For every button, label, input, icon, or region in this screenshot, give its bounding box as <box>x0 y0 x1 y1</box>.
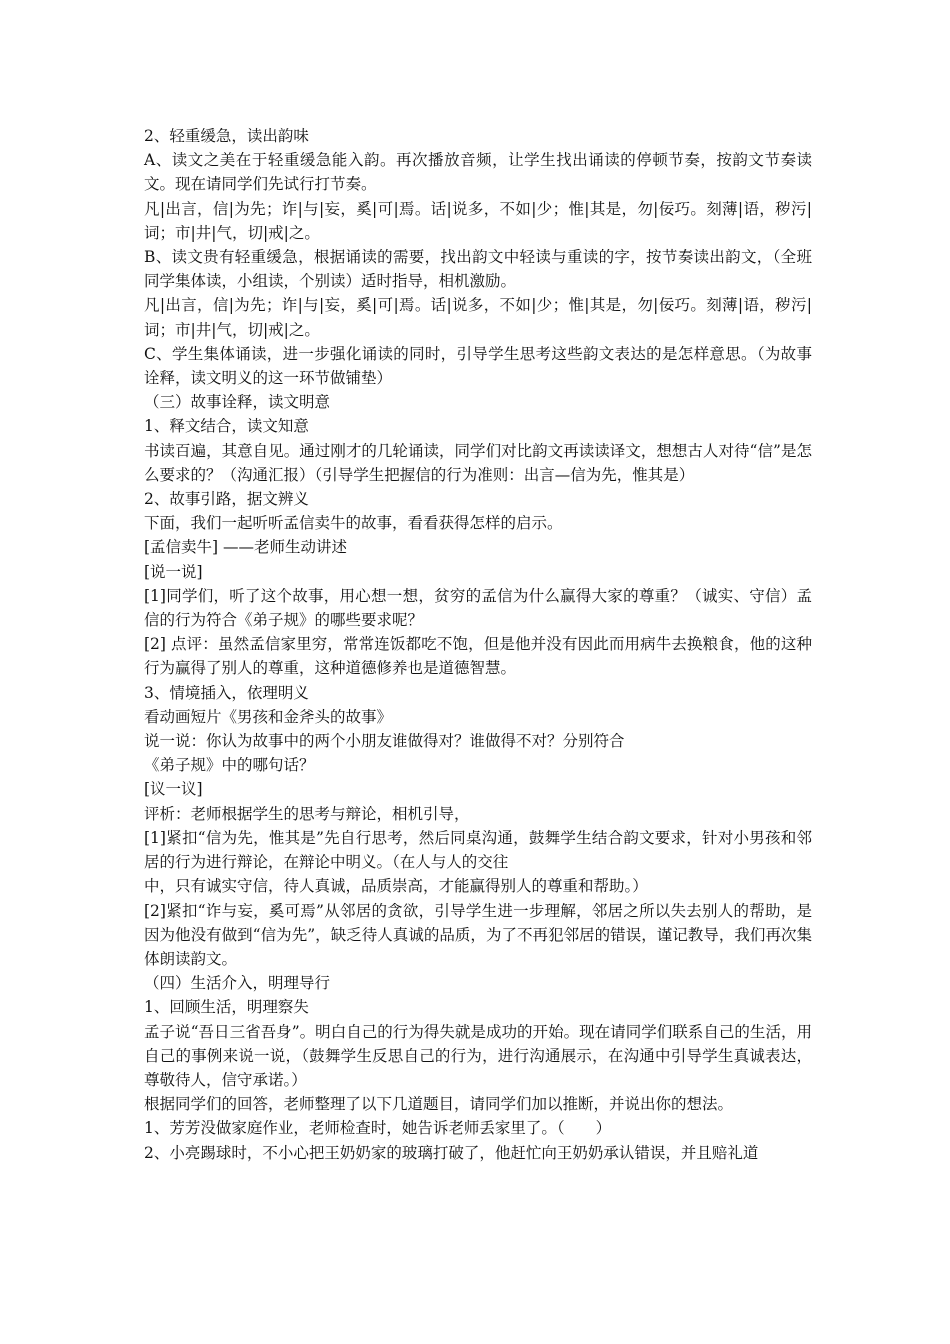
document-body <box>144 124 812 1165</box>
paragraph: A、读文之美在于轻重缓急能入韵。再次播放音频，让学生找出诵读的停顿节奏，按韵文节奏读文。现在请同学们先试行打节奏。 <box>144 151 812 194</box>
paragraph: [孟信卖牛] ——老师生动讲述 <box>144 538 348 557</box>
section-heading: （三）故事诠释，读文明意 <box>144 393 331 412</box>
heading-line: 1、释文结合，读文知意 <box>144 417 309 436</box>
paragraph: C、学生集体诵读，进一步强化诵读的同时，引导学生思考这些韵文表达的是怎样意思。（为故事诠释，读文明义的这一环节做铺垫） <box>144 344 812 388</box>
paragraph: 中，只有诚实守信，待人真诚，品质崇高，才能赢得别人的尊重和帮助。） <box>144 877 648 896</box>
paragraph: 《弟子规》中的哪句话？ <box>144 756 315 775</box>
heading-line: 2、故事引路，据文辨义 <box>144 490 309 509</box>
paragraph: 书读百遍，其意自见。通过刚才的几轮诵读，同学们对比韵文再读读译文，想想古人对待“信”是怎么要求的？（沟通汇报）（引导学生把握信的行为准则：出言—信为先，惟其是） <box>144 441 812 484</box>
paragraph: B、读文贵有轻重缓急，根据诵读的需要，找出韵文中轻读与重读的字，按节奏读出韵文，（全班同学集体读，小组读，个别读）适时指导，相机激励。 <box>144 248 812 291</box>
paragraph: [1]同学们，听了这个故事，用心想一想，贫穷的孟信为什么赢得大家的尊重？（诚实、守信）孟信的行为符合《弟子规》的哪些要求呢？ <box>144 586 812 630</box>
heading-line: 1、回顾生活，明理察失 <box>144 998 309 1017</box>
paragraph: 根据同学们的回答，老师整理了以下几道题目，请同学们加以推断，并说出你的想法。 <box>144 1095 734 1114</box>
section-heading: （四）生活介入，明理导行 <box>144 974 331 993</box>
paragraph: [说一说] <box>144 562 203 581</box>
paragraph: 下面，我们一起听听孟信卖牛的故事，看看获得怎样的启示。 <box>144 514 563 533</box>
heading-line: 3、情境插入，依理明义 <box>144 683 309 702</box>
paragraph: [1]紧扣“信为先，惟其是”先自行思考，然后同桌沟通，鼓舞学生结合韵文要求，针对小男孩和邻居的行为进行辩论，在辩论中明义。（在人与人的交往 <box>144 828 812 872</box>
rhythm-text: 凡|出言，信|为先；诈|与|妄，奚|可|焉。话|说多，不如|少；惟|其是，勿|佞巧。刻薄|语，秽污|词；市|井|气，切|戒|之。 <box>144 199 812 242</box>
paragraph: [2] 点评：虽然孟信家里穷，常常连饭都吃不饱，但是他并没有因此而用病牛去换粮食，他的这种行为赢得了别人的尊重，这种道德修养也是道德智慧。 <box>144 635 812 678</box>
paragraph: [议一议] <box>144 780 203 799</box>
question-item: 2、小亮踢球时，不小心把王奶奶家的玻璃打破了，他赶忙向王奶奶承认错误，并且赔礼道 <box>144 1143 759 1162</box>
paragraph: [2]紧扣“诈与妄，奚可焉”从邻居的贪欲，引导学生进一步理解，邻居之所以失去别人的帮助，是因为他没有做到“信为先”，缺乏待人真诚的品质，为了不再犯邻居的错误，谨记教导，我们再次集体朗读韵文。 <box>144 901 812 968</box>
paragraph: 孟子说“吾日三省吾身”。明白自己的行为得失就是成功的开始。现在请同学们联系自己的生活，用自己的事例来说一说，（鼓舞学生反思自己的行为，进行沟通展示，在沟通中引导学生真诚表达，尊敬待人，信守承诺。） <box>144 1022 812 1089</box>
paragraph: 看动画短片《男孩和金斧头的故事》 <box>144 707 393 726</box>
question-item: 1、芳芳没做家庭作业，老师检查时，她告诉老师丢家里了。（ ） <box>144 1119 612 1138</box>
rhythm-text: 凡|出言，信|为先；诈|与|妄，奚|可|焉。话|说多，不如|少；惟|其是，勿|佞巧。刻薄|语，秽污|词；市|井|气，切|戒|之。 <box>144 296 812 339</box>
paragraph: 说一说：你认为故事中的两个小朋友谁做得对？谁做得不对？分别符合 <box>144 732 625 751</box>
heading-line: 2、轻重缓急，读出韵味 <box>144 127 309 145</box>
paragraph: 评析：老师根据学生的思考与辩论，相机引导， <box>144 804 470 823</box>
